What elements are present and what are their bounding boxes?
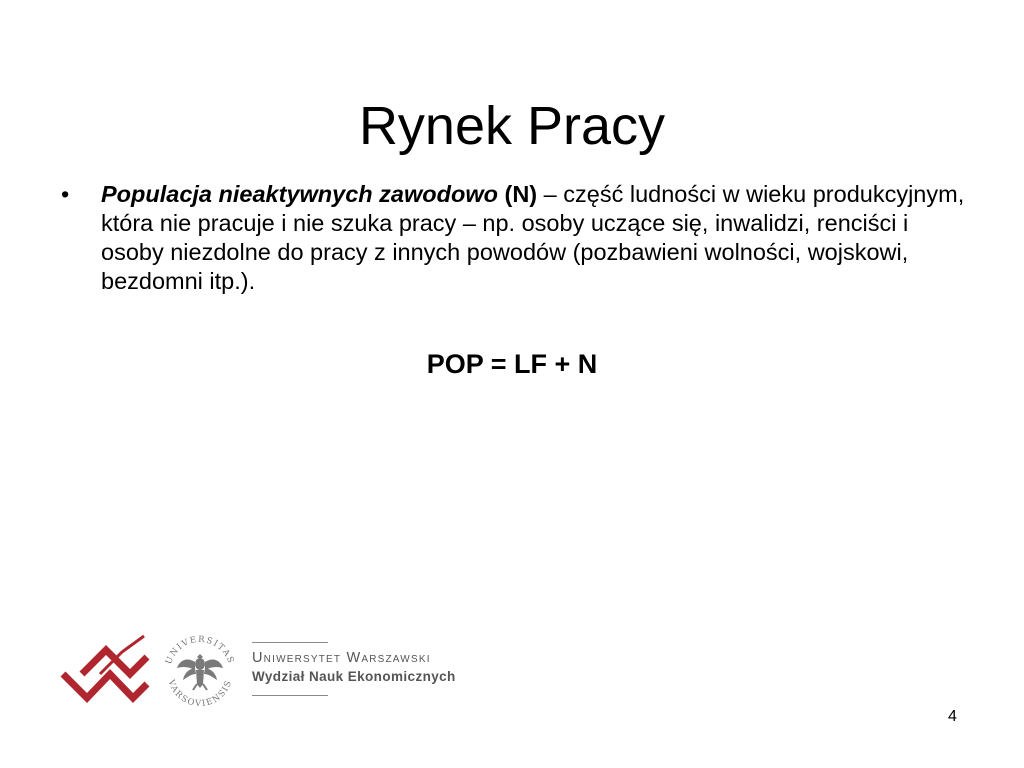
formula: POP = LF + N [426, 349, 598, 379]
slide-title: Rynek Pracy [358, 96, 666, 157]
term-abbreviation: (N) [504, 181, 538, 207]
bullet-text [101, 180, 970, 296]
term-label: Populacja nieaktywnych zawodowo [101, 181, 498, 207]
seal-text-bottom: VARSOVIENSIS [165, 678, 235, 710]
bullet-item [60, 180, 970, 296]
bullet-marker: • [61, 181, 70, 207]
university-seal-icon [160, 632, 240, 710]
logo-text [252, 642, 512, 696]
page-number: 4 [948, 708, 957, 725]
seal-text-top: UNIVERSITAS [164, 634, 236, 666]
bullet-list [60, 180, 970, 296]
university-name: Uniwersytet Warszawski [252, 650, 431, 666]
faculty-wave-logo-icon [60, 634, 150, 706]
logo-rule-top [252, 642, 328, 643]
faculty-name: Wydział Nauk Ekonomicznych [252, 669, 456, 684]
university-logo [60, 632, 520, 712]
term-definition: – część ludności w wieku produkcyjnym, która nie pracuje i nie szuka pracy – np. osoby uczące się, inwalidzi, renciści i osoby niezdolne do pracy z innych powodów (pozbawieni wolności, wojskowi, bezdomni itp.). [101, 181, 965, 294]
logo-rule-bottom [252, 695, 328, 696]
